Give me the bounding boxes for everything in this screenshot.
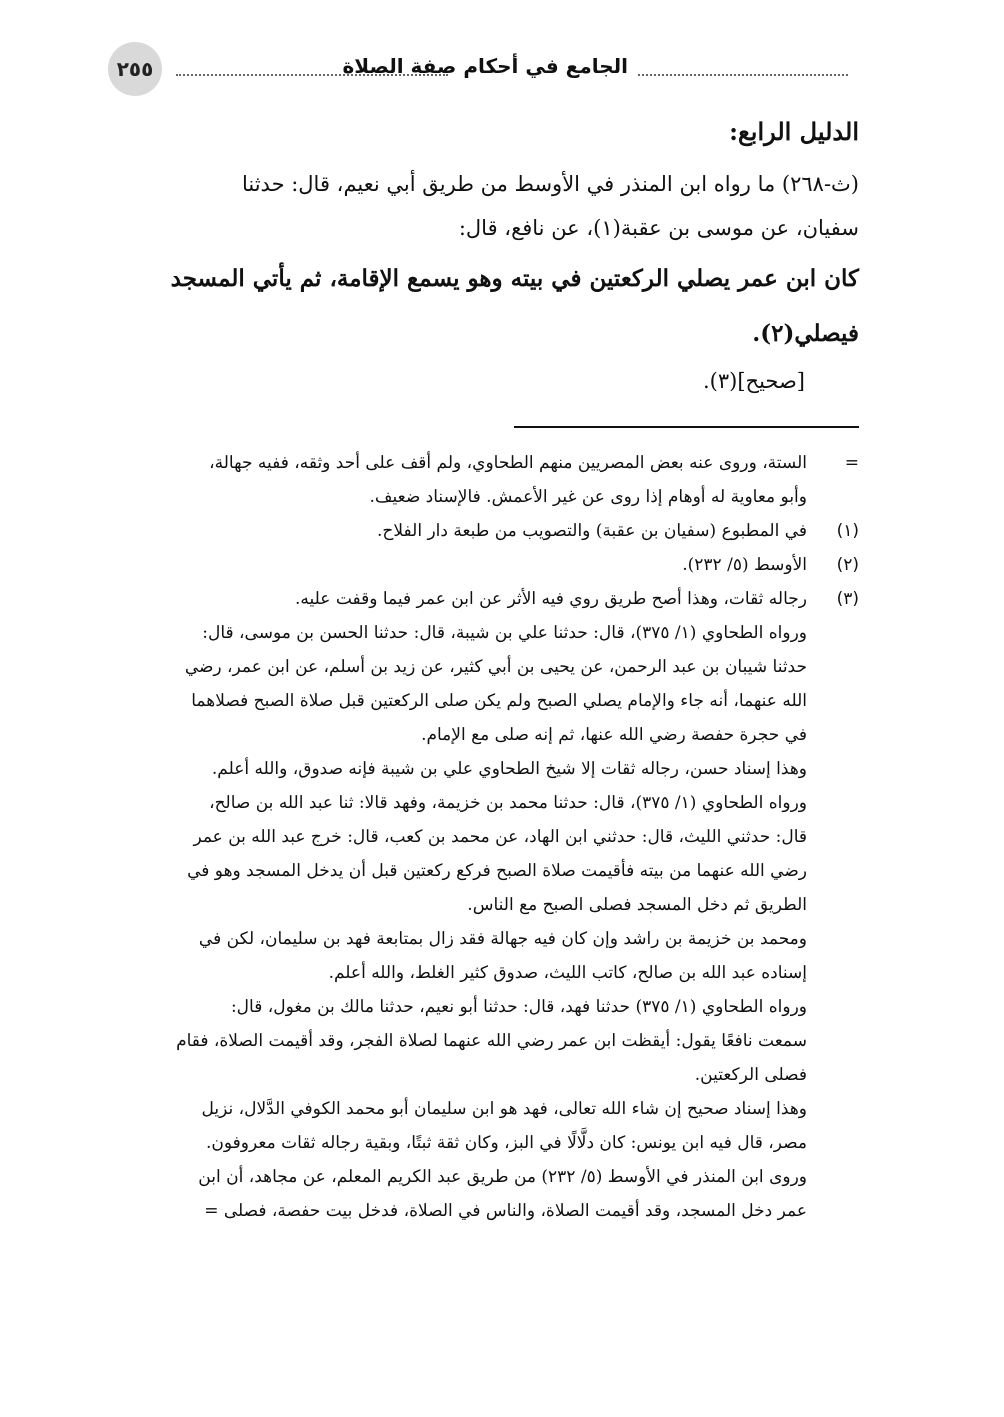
footnote-line: فصلى الركعتين. bbox=[694, 1065, 807, 1085]
footnote-line: ورواه الطحاوي (١/ ٣٧٥)، قال: حدثنا علي بن شيبة، قال: حدثنا الحسن بن موسى، قال: bbox=[202, 623, 807, 643]
footnote-text bbox=[117, 514, 859, 548]
footnotes bbox=[117, 446, 859, 1228]
footnote-line: حدثنا شيبان بن عبد الرحمن، عن يحيى بن أبي كثير، عن زيد بن أسلم، عن ابن عمر، رضي bbox=[184, 657, 807, 677]
footnote-line: وروى ابن المنذر في الأوسط (٥/ ٢٣٢) من طريق عبد الكريم المعلم، عن مجاهد، أن ابن bbox=[198, 1167, 807, 1187]
footnote-line: ومحمد بن خزيمة بن راشد وإن كان فيه جهالة فقد زال بمتابعة فهد بن سليمان، لكن في bbox=[198, 929, 807, 949]
footnote-line: الله عنهما، أنه جاء والإمام يصلي الصبح ولم يكن صلى الركعتين قبل صلاة الصبح فصلاهما bbox=[191, 691, 807, 711]
footnote-line: الأوسط (٥/ ٢٣٢). bbox=[682, 555, 807, 575]
footnote-line: سمعت نافعًا يقول: أيقظت ابن عمر رضي الله عنهما لصلاة الفجر، وقد أقيمت الصلاة، فقام bbox=[176, 1031, 807, 1051]
footnote-line: وأبو معاوية له أوهام إذا روى عن غير الأعمش. فالإسناد ضعيف. bbox=[369, 487, 807, 507]
footnote-separator bbox=[514, 426, 859, 428]
footnote-line: رضي الله عنهما من بيته فأقيمت صلاة الصبح فركع ركعتين قبل أن يدخل المسجد وهو في bbox=[187, 861, 807, 881]
footnote-line: وهذا إسناد صحيح إن شاء الله تعالى، فهد هو ابن سليمان أبو محمد الكوفي الدَّلال، نزيل bbox=[201, 1099, 807, 1119]
footnote-text bbox=[117, 548, 859, 582]
footnote-line: ورواه الطحاوي (١/ ٣٧٥) حدثنا فهد، قال: حدثنا أبو نعيم، حدثنا مالك بن مغول، قال: bbox=[230, 997, 807, 1017]
narration-line: فيصلي(٢). bbox=[752, 320, 859, 347]
page-number: ٢٥٥ bbox=[108, 42, 162, 96]
footnote-marker: (٣) bbox=[836, 589, 859, 609]
footnote-line: قال: حدثني الليث، قال: حدثني ابن الهاد، عن محمد بن كعب، قال: خرج عبد الله بن عمر bbox=[193, 827, 807, 847]
narration-line: كان ابن عمر يصلي الركعتين في بيته وهو يسمع الإقامة، ثم يأتي المسجد bbox=[170, 265, 859, 292]
footnote-line: مصر، قال فيه ابن يونس: كان دلَّالًا في البز، وكان ثقة ثبتًا، وبقية رجاله ثقات معروفون. bbox=[205, 1133, 807, 1153]
footnote-marker: = bbox=[844, 453, 859, 473]
footnote bbox=[117, 446, 859, 514]
section-heading: الدليل الرابع: bbox=[729, 117, 859, 146]
footnote-line: في المطبوع (سفيان بن عقبة) والتصويب من طبعة دار الفلاح. bbox=[377, 521, 807, 541]
text-line: سفيان، عن موسى بن عقبة(١)، عن نافع، قال: bbox=[458, 216, 859, 240]
grading-note: [صحيح](٣). bbox=[702, 369, 805, 393]
running-title: الجامع في أحكام صفة الصلاة bbox=[342, 54, 628, 78]
page-header bbox=[108, 40, 848, 98]
footnote-text bbox=[117, 446, 859, 514]
text-line: (ث-٢٦٨) ما رواه ابن المنذر في الأوسط من طريق أبي نعيم، قال: حدثنا bbox=[241, 172, 859, 196]
footnote-line: الطريق ثم دخل المسجد فصلى الصبح مع الناس. bbox=[467, 895, 807, 915]
main-text bbox=[144, 112, 859, 406]
footnote-line: في حجرة حفصة رضي الله عنها، ثم إنه صلى مع الإمام. bbox=[421, 725, 807, 745]
footnote-line: وهذا إسناد حسن، رجاله ثقات إلا شيخ الطحاوي علي بن شيبة فإنه صدوق، والله أعلم. bbox=[211, 759, 807, 779]
footnote bbox=[117, 582, 859, 1228]
footnote-marker: (١) bbox=[836, 521, 859, 541]
footnote bbox=[117, 514, 859, 548]
footnote-marker: (٢) bbox=[836, 555, 859, 575]
footnote-line: رجاله ثقات، وهذا أصح طريق روي فيه الأثر عن ابن عمر فيما وقفت عليه. bbox=[295, 589, 807, 609]
footnote-line: إسناده عبد الله بن صالح، كاتب الليث، صدوق كثير الغلط، والله أعلم. bbox=[328, 963, 807, 983]
footnote-text bbox=[117, 582, 859, 1228]
header-dotted-leader bbox=[638, 74, 848, 76]
footnote-line: ورواه الطحاوي (١/ ٣٧٥)، قال: حدثنا محمد بن خزيمة، وفهد قالا: ثنا عبد الله بن صالح، bbox=[209, 793, 807, 813]
footnote-line: عمر دخل المسجد، وقد أقيمت الصلاة، والناس في الصلاة، فدخل بيت حفصة، فصلى = bbox=[204, 1201, 807, 1221]
footnote-line: الستة، وروى عنه بعض المصريين منهم الطحاوي، ولم أقف على أحد وثقه، ففيه جهالة، bbox=[209, 453, 807, 473]
footnote bbox=[117, 548, 859, 582]
